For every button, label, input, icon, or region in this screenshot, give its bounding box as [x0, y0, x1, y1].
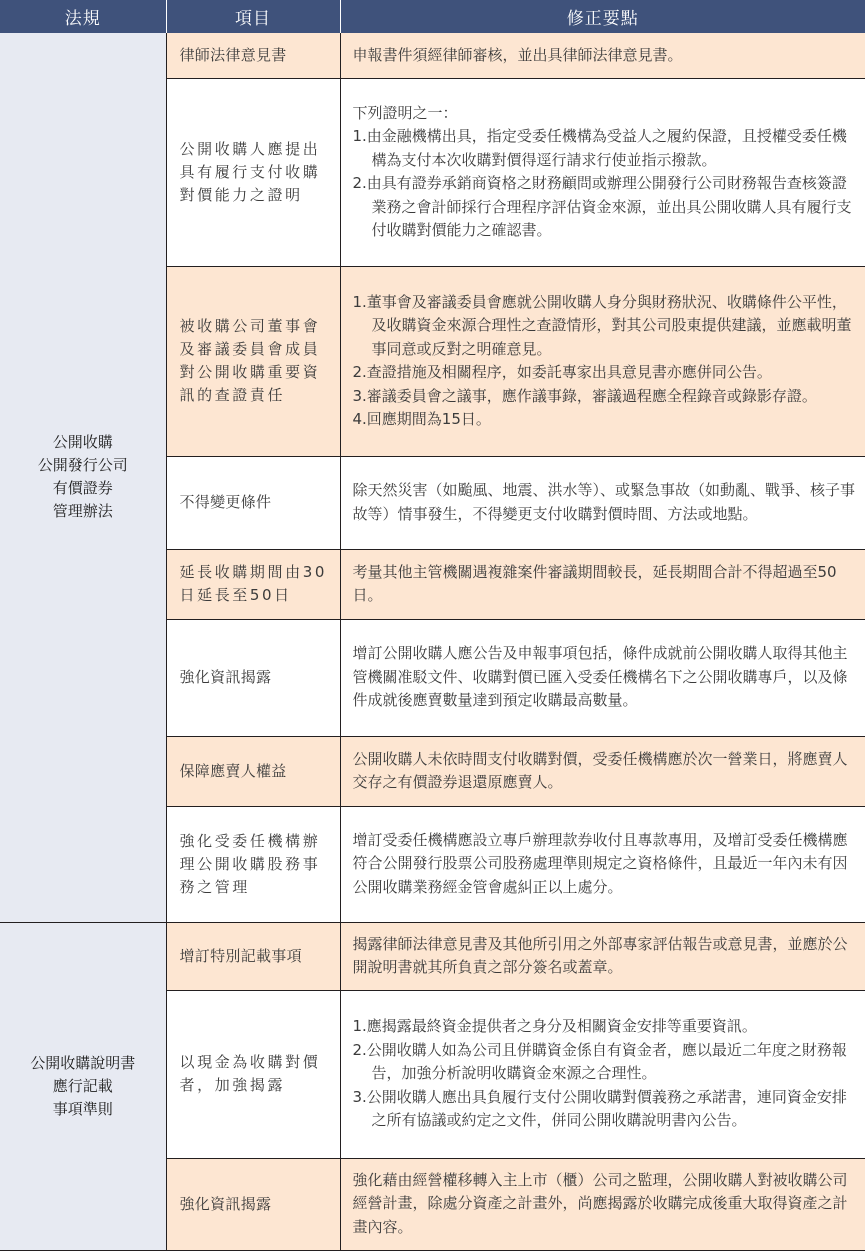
item-cell: 以現金為收購對價者，加強揭露 [166, 990, 340, 1158]
table-header-row [0, 0, 865, 33]
item-cell: 強化資訊揭露 [166, 619, 340, 736]
points-cell: 申報書件須經律師審核，並出具律師法律意見書。 [340, 33, 865, 78]
points-cell: 揭露律師法律意見書及其他所引用之外部專家評估報告或意見書，並應於公開說明書就其所負責之部分簽名或蓋章。 [340, 922, 865, 990]
points-cell: 公開收購人未依時間支付收購對價，受委任機構應於次一營業日，將應賣人交存之有價證券退還原應賣人。 [340, 736, 865, 806]
item-cell: 延長收購期間由30日延長至50日 [166, 549, 340, 619]
item-cell: 增訂特別記載事項 [166, 922, 340, 990]
points-cell: 增訂受委任機構應設立專戶辦理款券收付且專款專用，及增訂受委任機構應符合公開發行股票公司股務處理準則規定之資格條件，且最近一年內未有因公開收購業務經金管會處糾正以上處分。 [340, 806, 865, 922]
item-cell: 強化受委任機構辦理公開收購股務事務之管理 [166, 806, 340, 922]
item-cell: 強化資訊揭露 [166, 1158, 340, 1250]
table-row [0, 33, 865, 78]
points-cell: 下列證明之一： 1.由金融機構出具，指定受委任機構為受益人之履約保證，且授權受委任機構為支付本次收購對價得逕行請求行使並指示撥款。 2.由具有證券承銷商資格之財務顧問或辦理公開發行公司財務報告查核簽證業務之會計師採行合理程序評估資金來源，並出具公開收購人具有履行支付收購對價能力之確認書。 [340, 78, 865, 266]
item-cell: 保障應賣人權益 [166, 736, 340, 806]
law-cell-tender-offer-regulations: 公開收購 公開發行公司 有價證券 管理辦法 [0, 33, 166, 922]
item-cell: 被收購公司董事會及審議委員會成員對公開收購重要資訊的查證責任 [166, 266, 340, 456]
item-cell: 律師法律意見書 [166, 33, 340, 78]
points-cell: 除天然災害（如颱風、地震、洪水等）、或緊急事故（如動亂、戰爭、核子事故等）情事發生，不得變更支付收購對價時間、方法或地點。 [340, 456, 865, 549]
points-cell: 強化藉由經營權移轉入主上市（櫃）公司之監理，公開收購人對被收購公司經營計畫，除處分資產之計畫外，尚應揭露於收購完成後重大取得資產之計畫內容。 [340, 1158, 865, 1250]
points-cell: 增訂公開收購人應公告及申報事項包括，條件成就前公開收購人取得其他主管機關准駁文件、收購對價已匯入受委任機構名下之公開收購專戶，以及條件成就後應賣數量達到預定收購最高數量。 [340, 619, 865, 736]
points-cell: 1.董事會及審議委員會應就公開收購人身分與財務狀況、收購條件公平性，及收購資金來源合理性之查證情形，對其公司股東提供建議，並應載明董事同意或反對之明確意見。 2.查證措施及相關程序，如委託專家出具意見書亦應併同公告。 3.審議委員會之議事，應作議事錄，審議過程應全程錄音或錄影存證。 4.回應期間為15日。 [340, 266, 865, 456]
points-cell: 1.應揭露最終資金提供者之身分及相關資金安排等重要資訊。 2.公開收購人如為公司且併購資金係自有資金者，應以最近二年度之財務報告，加強分析說明收購資金來源之合理性。 3.公開收購人應出具負履行支付公開收購對價義務之承諾書，連同資金安排之所有協議或約定之文件，併同公開收購說明書內公告。 [340, 990, 865, 1158]
table-row [0, 922, 865, 990]
header-points: 修正要點 [340, 0, 865, 33]
law-cell-prospectus-rules: 公開收購說明書 應行記載 事項準則 [0, 922, 166, 1250]
header-item: 項目 [166, 0, 340, 33]
points-cell: 考量其他主管機關遇複雜案件審議期間較長，延長期間合計不得超過至50日。 [340, 549, 865, 619]
header-law: 法規 [0, 0, 166, 33]
item-cell: 不得變更條件 [166, 456, 340, 549]
item-cell: 公開收購人應提出具有履行支付收購對價能力之證明 [166, 78, 340, 266]
